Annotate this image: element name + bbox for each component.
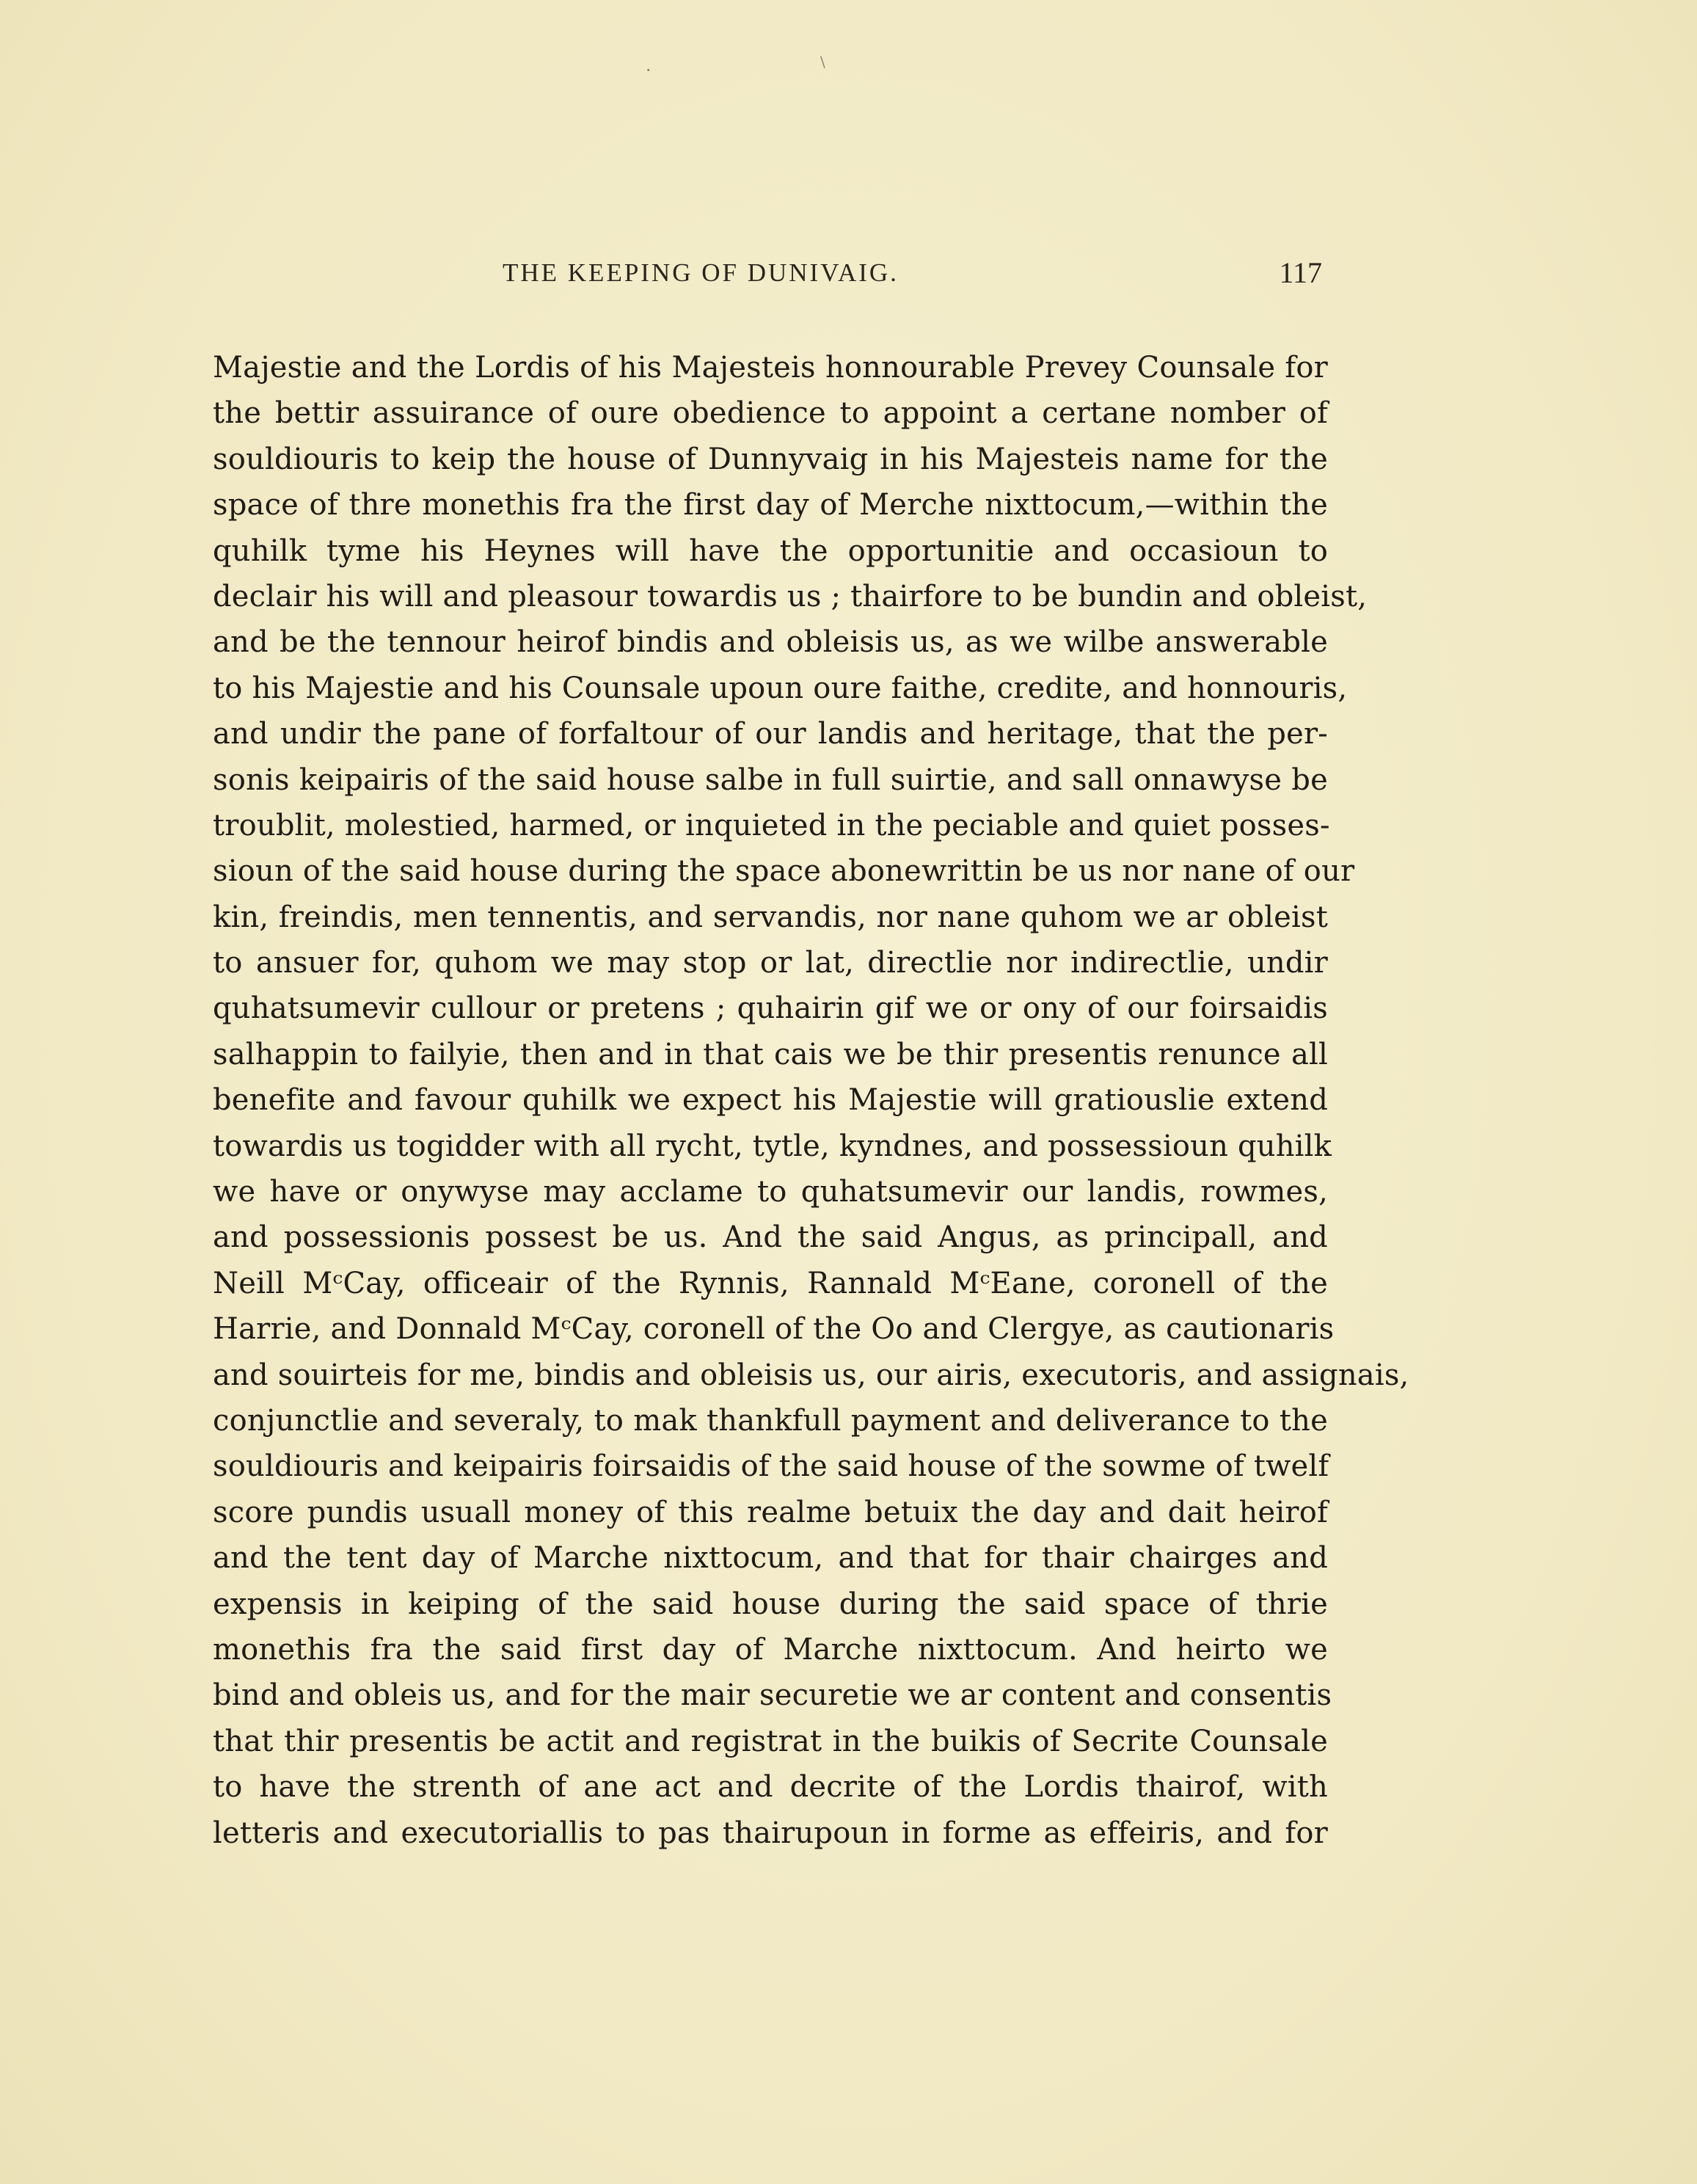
text-line: salhappin to failyie, then and in that cais we be thir presentis renunce all xyxy=(213,1037,1328,1071)
text-line: score pundis usuall money of this realme betuix the day and dait heirof xyxy=(213,1495,1328,1529)
text-line: souldiouris to keip the house of Dunnyvaig in his Majesteis name for the xyxy=(213,442,1328,476)
text-line: benefite and favour quhilk we expect his Majestie will gratiouslie extend xyxy=(213,1083,1328,1118)
text-line: letteris and executoriallis to pas thairupoun in forme as effeiris, and for xyxy=(213,1816,1328,1850)
text-line: troublit, molestied, harmed, or inquieted in the peciable and quiet posses- xyxy=(213,808,1330,842)
text-line: sonis keipairis of the said house salbe in full suirtie, and sall onnawyse be xyxy=(213,762,1328,797)
text-line: to have the strenth of ane act and decrite of the Lordis thairof, with xyxy=(213,1770,1328,1805)
text-line: the bettir assuirance of oure obedience to appoint a certane nomber of xyxy=(213,396,1328,431)
text-line: kin, freindis, men tennentis, and servandis, nor nane quhom we ar obleist xyxy=(213,900,1328,934)
text-line: that thir presentis be actit and registrat in the buikis of Secrite Counsale xyxy=(213,1724,1328,1758)
text-line: and the tent day of Marche nixttocum, and that for thair chairges and xyxy=(213,1541,1328,1576)
text-line: souldiouris and keipairis foirsaidis of the said house of the sowme of twelf xyxy=(213,1449,1329,1484)
text-line: Harrie, and Donnald MᶜCay, coronell of the Oo and Clergye, as cautionaris xyxy=(213,1312,1335,1347)
page-speck: \ xyxy=(820,53,825,70)
text-line: quhilk tyme his Heynes will have the opportunitie and occasioun to xyxy=(213,534,1328,568)
text-line: conjunctlie and severaly, to mak thankfull payment and deliverance to the xyxy=(213,1403,1328,1438)
body-text xyxy=(213,345,1409,1856)
text-line: to his Majestie and his Counsale upoun oure faithe, credite, and honnouris, xyxy=(213,671,1348,705)
text-line: and be the tennour heirof bindis and obleisis us, as we wilbe answerable xyxy=(213,625,1328,660)
text-line: space of thre monethis fra the first day of Merche nixttocum,—within the xyxy=(213,488,1328,523)
page-speck: · xyxy=(646,60,652,81)
text-line: and possessionis possest be us. And the said Angus, as principall, and xyxy=(213,1220,1328,1255)
text-line: expensis in keiping of the said house during the said space of thrie xyxy=(213,1587,1328,1621)
text-line: and undir the pane of forfaltour of our landis and heritage, that the per- xyxy=(213,717,1328,751)
running-head xyxy=(213,258,1329,295)
text-line: towardis us togidder with all rycht, tytle, kyndnes, and possessioun quhilk xyxy=(213,1129,1332,1163)
text-line: Majestie and the Lordis of his Majesteis honnourable Prevey Counsale for xyxy=(213,351,1328,385)
text-line: to ansuer for, quhom we may stop or lat, directlie nor indirectlie, undir xyxy=(213,946,1328,980)
text-line: we have or onywyse may acclame to quhatsumevir our landis, rowmes, xyxy=(213,1175,1328,1209)
text-line: monethis fra the said first day of Marche nixttocum. And heirto we xyxy=(213,1632,1328,1667)
page-number: 117 xyxy=(1279,256,1322,289)
text-line: and souirteis for me, bindis and obleisis us, our airis, executoris, and assignais, xyxy=(213,1358,1409,1392)
text-line: declair his will and pleasour towardis us ; thairfore to be bundin and obleist, xyxy=(213,579,1368,614)
text-line: sioun of the said house during the space abonewrittin be us nor nane of our xyxy=(213,854,1355,889)
text-line: Neill MᶜCay, officeair of the Rynnis, Rannald MᶜEane, coronell of the xyxy=(213,1266,1328,1300)
text-line: quhatsumevir cullour or pretens ; quhairin gif we or ony of our foirsaidis xyxy=(213,991,1328,1026)
running-head-title: THE KEEPING OF DUNIVAIG. xyxy=(503,258,899,287)
text-line: bind and obleis us, and for the mair securetie we ar content and consentis xyxy=(213,1678,1332,1713)
